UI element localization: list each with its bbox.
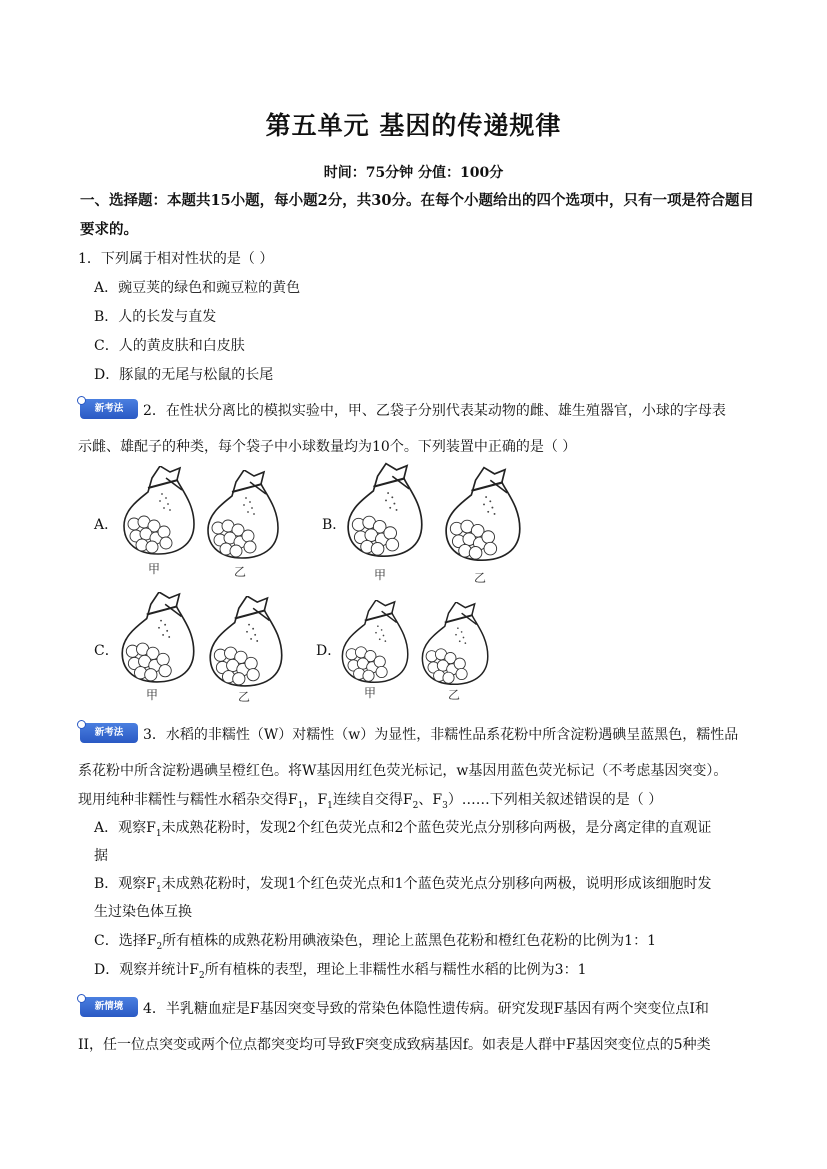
- bag-a-yi-label: 乙: [234, 565, 247, 579]
- bag-c-yi-image: [206, 596, 288, 690]
- figure-option-c-label: C．: [94, 643, 119, 659]
- question-3-line-2: 系花粉中所含淀粉遇碘呈橙红色。将W基因用红色荧光标记，w基因用蓝色荧光标记（不考虑基因突变）。: [78, 763, 728, 779]
- new-method-badge: 新考法: [80, 399, 138, 419]
- question-1-stem: 1．下列属于相对性状的是（ ）: [78, 251, 274, 267]
- question-1-option-c: C．人的黄皮肤和白皮肤: [94, 338, 245, 354]
- question-4-line-2: II，任一位点突变或两个位点都突变均可导致F突变成致病基因f。如表是人群中F基因突变位点的5种类: [78, 1037, 711, 1053]
- figure-option-d-label: D．: [316, 643, 342, 659]
- bag-a-jia-image: [122, 466, 198, 558]
- question-1-option-d: D．豚鼠的无尾与松鼠的长尾: [94, 367, 274, 383]
- bag-b-yi-image: [444, 466, 524, 566]
- question-2-line-1: 2．在性状分离比的模拟实验中，甲、乙袋子分别代表某动物的雌、雄生殖器官，小球的字母表: [143, 403, 726, 419]
- exam-info: 时间：75分钟 分值：100分: [323, 165, 504, 181]
- question-2-line-2: 示雌、雄配子的种类，每个袋子中小球数量均为10个。下列装置中正确的是（ ）: [78, 439, 577, 455]
- question-1-option-b: B．人的长发与直发: [94, 309, 217, 325]
- section-heading: 一、选择题：本题共15小题，每小题2分，共30分。在每个小题给出的四个选项中，只有一项是符合题目要求的。: [80, 192, 754, 238]
- question-3-option-c: C．选择$F_2$所有植株的成熟花粉用碘液染色，理论上蓝黑色花粉和橙红色花粉的比例为1：1: [94, 933, 656, 952]
- bag-b-jia-label: 甲: [374, 568, 387, 582]
- figure-option-b-label: B．: [322, 517, 347, 533]
- bag-b-yi-label: 乙: [474, 571, 487, 585]
- question-3-option-a-cont: 据: [94, 848, 108, 864]
- figure-option-a-label: A．: [94, 517, 119, 533]
- bag-a-yi-image: [206, 470, 282, 562]
- bag-d-yi-label: 乙: [448, 688, 461, 702]
- bag-d-jia-label: 甲: [364, 686, 377, 700]
- question-3-option-d: D．观察并统计$F_2$所有植株的表型，理论上非糯性水稻与糯性水稻的比例为3：1: [94, 962, 587, 981]
- page-title: 第五单元 基因的传递规律: [265, 111, 562, 140]
- question-3-line-3: 现用纯种非糯性与糯性水稻杂交得$F_1$，$F_1$连续自交得$F_2$、$F_3)\dots\dots$下列相关叙述错误的是（ ）: [78, 792, 663, 811]
- bag-c-yi-label: 乙: [238, 690, 251, 704]
- question-3-line-1: 3．水稻的非糯性（W）对糯性（w）为显性，非糯性品系花粉中所含淀粉遇碘呈蓝黑色，糯性品: [143, 727, 739, 743]
- bag-d-yi-image: [420, 602, 492, 688]
- bag-c-jia-image: [118, 592, 200, 686]
- bag-a-jia-label: 甲: [148, 562, 161, 576]
- question-3-option-a: A．观察$F_1$未成熟花粉时，发现2个红色荧光点和2个蓝色荧光点分别移向两极，是分离定律的直观证: [94, 820, 712, 839]
- new-method-badge-2: 新考法: [80, 723, 138, 743]
- bag-b-jia-image: [346, 462, 426, 562]
- question-3-option-b-cont: 生过染色体互换: [94, 904, 192, 920]
- bag-d-jia-image: [340, 600, 412, 686]
- question-4-line-1: 4．半乳糖血症是F基因突变导致的常染色体隐性遗传病。研究发现F基因有两个突变位点I和: [143, 1001, 709, 1017]
- new-context-badge: 新情境: [80, 997, 138, 1017]
- question-1-option-a: A．豌豆荚的绿色和豌豆粒的黄色: [94, 280, 301, 296]
- question-3-option-b: B．观察$F_1$未成熟花粉时，发现1个红色荧光点和1个蓝色荧光点分别移向两极，说明形成该细胞时发: [94, 876, 712, 895]
- bag-c-jia-label: 甲: [146, 688, 159, 702]
